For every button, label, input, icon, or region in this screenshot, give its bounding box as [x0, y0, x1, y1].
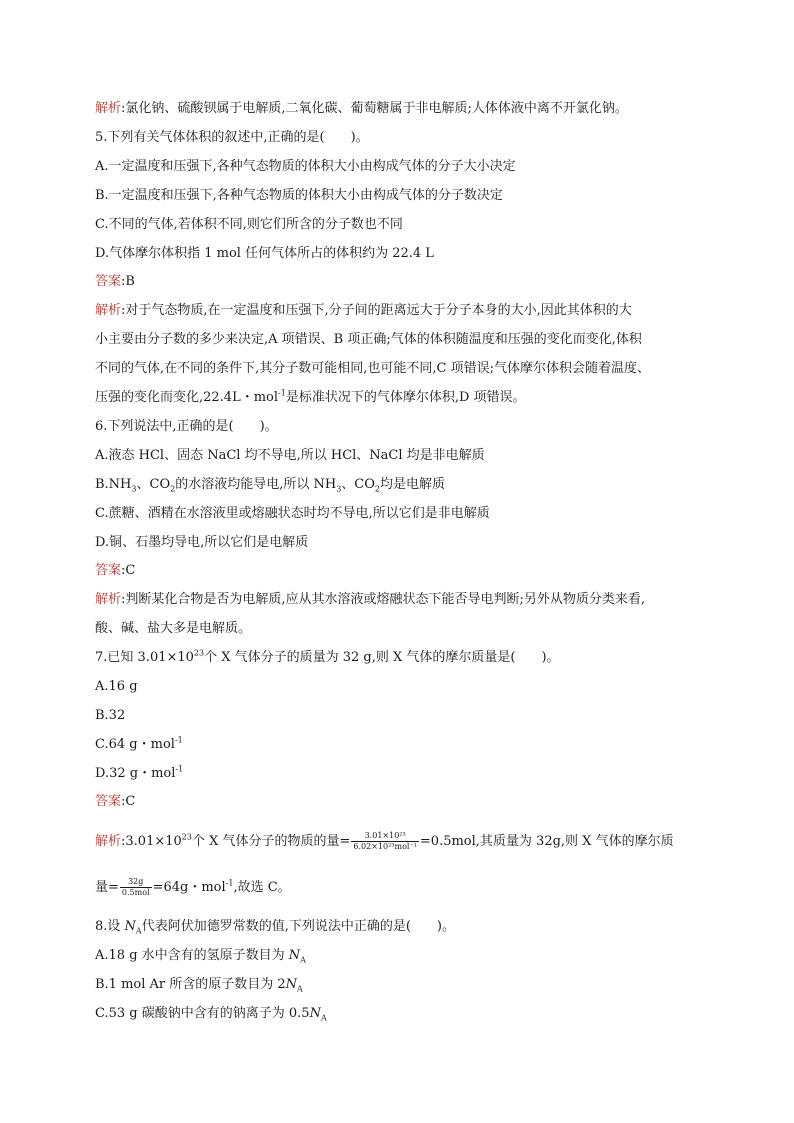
q5-option-b: B.一定温度和压强下,各种气态物质的体积大小由构成气体的分子数决定	[95, 188, 503, 203]
answer-label: 答案	[95, 274, 122, 289]
q6-analysis-line-2: 酸、碱、盐大多是电解质。	[95, 621, 252, 636]
q6-option-c: C.蔗糖、酒精在水溶液里或熔融状态时均不导电,所以它们是非电解质	[95, 506, 490, 521]
analysis-label: 解析	[95, 101, 122, 116]
q5-option-d: D.气体摩尔体积指 1 mol 任何气体所占的体积约为 22.4 L	[95, 246, 434, 261]
q5-option-c: C.不同的气体,若体积不同,则它们所含的分子数也不同	[95, 217, 403, 232]
q8-option-b: B.1 mol Ar 所含的原子数目为 $2N_A$	[95, 977, 303, 994]
fraction-particles: $\frac{\text{3.01×10²³}}{\text{6.02×10²³mol⁻¹}}$	[353, 831, 417, 851]
q7-option-d: D.32 g・mol$^{-1}$	[95, 764, 184, 781]
q5-analysis-line-2: 小主要由分子数的多少来决定,A 项错误、B 项正确;气体的体积随温度和压强的变化而变化,体积	[95, 332, 642, 347]
analysis-label: 解析	[95, 303, 122, 318]
q7-option-c: C.64 g・mol$^{-1}$	[95, 735, 183, 752]
q8-stem: 8.设 $N_A$代表阿伏加德罗常数的值,下列说法中正确的是( )。	[95, 919, 455, 936]
q7-stem: 7.已知 $3.01\times 10^{23}$个 X 气体分子的质量为 32 g,则 X 气体的摩尔质量是( )。	[95, 648, 560, 665]
q7-answer: 答案:C	[95, 794, 136, 809]
q6-answer: 答案:C	[95, 563, 136, 578]
q6-option-b: $B.NH_3$、$CO_2$的水溶液均能导电,所以 $NH_3$、$CO_2$均是电解质	[95, 477, 445, 494]
q5-answer: 答案:B	[95, 274, 135, 289]
q5-analysis-line-1: 解析:对于气态物质,在一定温度和压强下,分子间的距离远大于分子本身的大小,因此其体积的大	[95, 303, 632, 318]
q6-analysis-line-1: 解析:判断某化合物是否为电解质,应从其水溶液或熔融状态下能否导电判断;另外从物质分类来看,	[95, 592, 646, 607]
q6-option-d: D.铜、石墨均导电,所以它们是电解质	[95, 535, 309, 550]
q5-analysis-line-3: 不同的气体,在不同的条件下,其分子数可能相同,也可能不同,C 项错误;气体摩尔体积会随着温度、	[95, 361, 650, 376]
answer-label: 答案	[95, 563, 122, 578]
fraction-molar-mass: $\frac{32g}{\text{0.5mol}}$	[121, 877, 150, 897]
q6-stem: 6.下列说法中,正确的是( )。	[95, 419, 278, 434]
q7-analysis-line-2: 量= $\frac{32g}{\text{0.5mol}}$ =64g・mol$^{-1}$,故选 C。	[95, 877, 291, 897]
q7-analysis-line-1: 解析$:3.01\times 10^{23}$个 X 气体分子的物质的量= $\frac{\text{3.01×10²³}}{\text{6.02×10²³mol⁻¹}}$ =0.5mol,其质量为 32g,则 X 气体的摩尔质	[95, 831, 674, 851]
q6-option-a: A.液态 HCl、固态 NaCl 均不导电,所以 HCl、NaCl 均是非电解质	[95, 448, 485, 463]
q7-option-b: B.32	[95, 708, 126, 723]
q7-option-a: A.16 g	[95, 679, 138, 694]
q5-analysis-line-4: 压强的变化而变化,22.4L・mol$^{-1}$是标准状况下的气体摩尔体积,D 项错误。	[95, 388, 526, 405]
analysis-label: 解析	[95, 834, 122, 849]
q8-option-a: A.18 g 水中含有的氢原子数目为 $N_A$	[95, 948, 306, 965]
analysis-label: 解析	[95, 592, 122, 607]
q5-stem: 5.下列有关气体体积的叙述中,正确的是( )。	[95, 130, 369, 145]
q8-option-c: C.53 g 碳酸钠中含有的钠离子为 $0.5N_A$	[95, 1006, 327, 1023]
q4-analysis: 解析:氯化钠、硫酸钡属于电解质,二氧化碳、葡萄糖属于非电解质;人体体液中离不开氯化钠。	[95, 101, 628, 116]
answer-label: 答案	[95, 794, 122, 809]
q5-option-a: A.一定温度和压强下,各种气态物质的体积大小由构成气体的分子大小决定	[95, 159, 516, 174]
